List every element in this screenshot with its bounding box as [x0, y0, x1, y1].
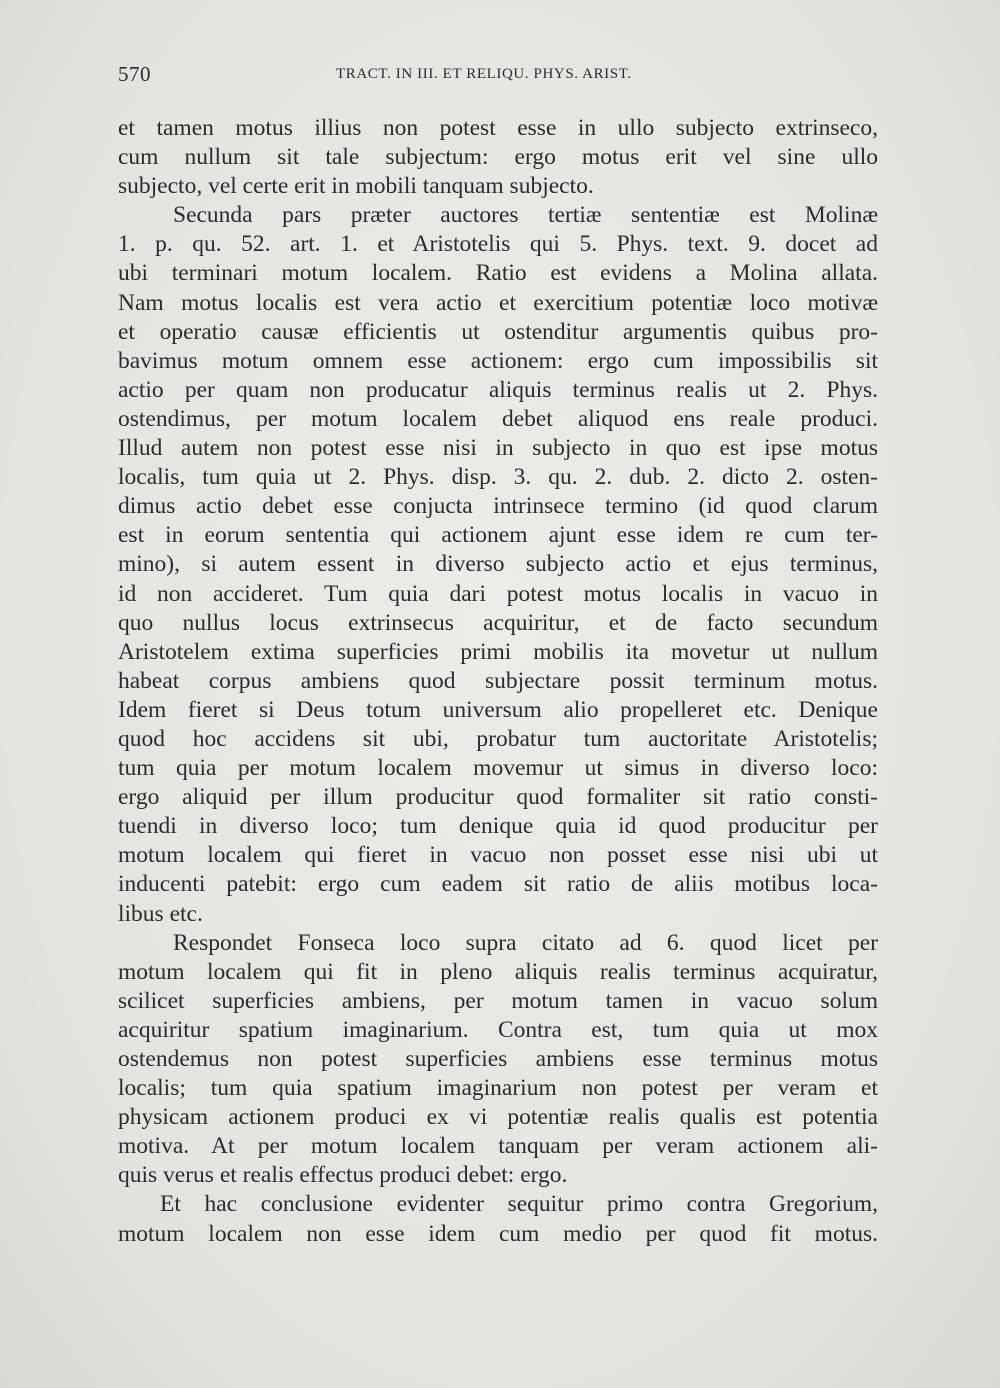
text-line: ostendimus, per motum localem debet aliquod ens reale produci. [118, 405, 878, 432]
text-line: motum localem qui fieret in vacuo non posset esse nisi ubi ut [118, 842, 878, 869]
text-line: et tamen motus illius non potest esse in ullo subjecto extrinseco, [118, 115, 878, 141]
text-line: bavimus motum omnem esse actionem: ergo cum impossibilis sit [118, 347, 878, 374]
page-number: 570 [118, 62, 151, 86]
body-text [118, 114, 878, 1249]
text-line: subjecto, vel certe erit in mobili tanquam subjecto. [118, 173, 594, 200]
text-line: physicam actionem produci ex vi potentiæ realis qualis est potentia [118, 1104, 878, 1131]
text-line: libus etc. [118, 900, 203, 927]
text-line: actio per quam non producatur aliquis terminus realis ut 2. Phys. [118, 376, 878, 403]
running-head: TRACT. IN III. ET RELIQU. PHYS. ARIST. [336, 66, 632, 82]
text-line: Illud autem non potest esse nisi in subjecto in quo est ipse motus [118, 435, 878, 462]
text-line: 1. p. qu. 52. art. 1. et Aristotelis qui 5. Phys. text. 9. docet ad [118, 231, 878, 258]
text-line: Respondet Fonseca loco supra citato ad 6. quod licet per [173, 929, 878, 956]
text-line: tuendi in diverso loco; tum denique quia id quod producitur per [118, 813, 878, 840]
page-header [118, 62, 878, 92]
text-line: et operatio causæ efficientis ut ostenditur argumentis quibus pro- [118, 318, 878, 345]
text-line: tum quia per motum localem movemur ut simus in diverso loco: [118, 755, 878, 782]
text-line: ubi terminari motum localem. Ratio est evidens a Molina allata. [118, 260, 878, 287]
text-line: acquiritur spatium imaginarium. Contra est, tum quia ut mox [118, 1016, 878, 1043]
text-line: scilicet superficies ambiens, per motum tamen in vacuo solum [118, 987, 878, 1014]
text-line: Aristotelem extima superficies primi mobilis ita movetur ut nullum [118, 638, 878, 665]
text-line: habeat corpus ambiens quod subjectare possit terminum motus. [118, 667, 878, 694]
text-line: motiva. At per motum localem tanquam per veram actionem ali- [118, 1133, 878, 1160]
text-line: Et hac conclusione evidenter sequitur primo contra Gregorium, [160, 1191, 878, 1218]
text-line: localis; tum quia spatium imaginarium non potest per veram et [118, 1075, 878, 1102]
text-line: inducenti patebit: ergo cum eadem sit ratio de aliis motibus loca- [118, 871, 878, 898]
text-line: motum localem non esse idem cum medio per quod fit motus. [118, 1220, 878, 1247]
text-line: quis verus et realis effectus produci debet: ergo. [118, 1162, 568, 1189]
text-line: Nam motus localis est vera actio et exercitium potentiæ loco motivæ [118, 289, 878, 316]
text-line: id non accideret. Tum quia dari potest motus localis in vacuo in [118, 580, 878, 607]
text-line: dimus actio debet esse conjucta intrinsece termino (id quod clarum [118, 493, 878, 520]
text-line: motum localem qui fit in pleno aliquis realis terminus acquiratur, [118, 958, 878, 985]
text-line: quod hoc accidens sit ubi, probatur tum auctoritate Aristotelis; [118, 725, 878, 752]
text-line: est in eorum sententia qui actionem ajunt esse idem re cum ter- [118, 522, 878, 549]
text-line: mino), si autem essent in diverso subjecto actio et ejus terminus, [118, 551, 878, 578]
text-line: cum nullum sit tale subjectum: ergo motus erit vel sine ullo [118, 144, 878, 171]
text-line: localis, tum quia ut 2. Phys. disp. 3. qu. 2. dub. 2. dicto 2. osten- [118, 464, 878, 491]
text-line: quo nullus locus extrinsecus acquiritur, et de facto secundum [118, 609, 878, 636]
text-line: ergo aliquid per illum producitur quod formaliter sit ratio consti- [118, 784, 878, 811]
text-line: ostendemus non potest superficies ambiens esse terminus motus [118, 1046, 878, 1072]
text-line: Secunda pars præter auctores tertiæ sententiæ est Molinæ [173, 202, 878, 229]
text-line: Idem fieret si Deus totum universum alio propelleret etc. Denique [118, 696, 878, 723]
